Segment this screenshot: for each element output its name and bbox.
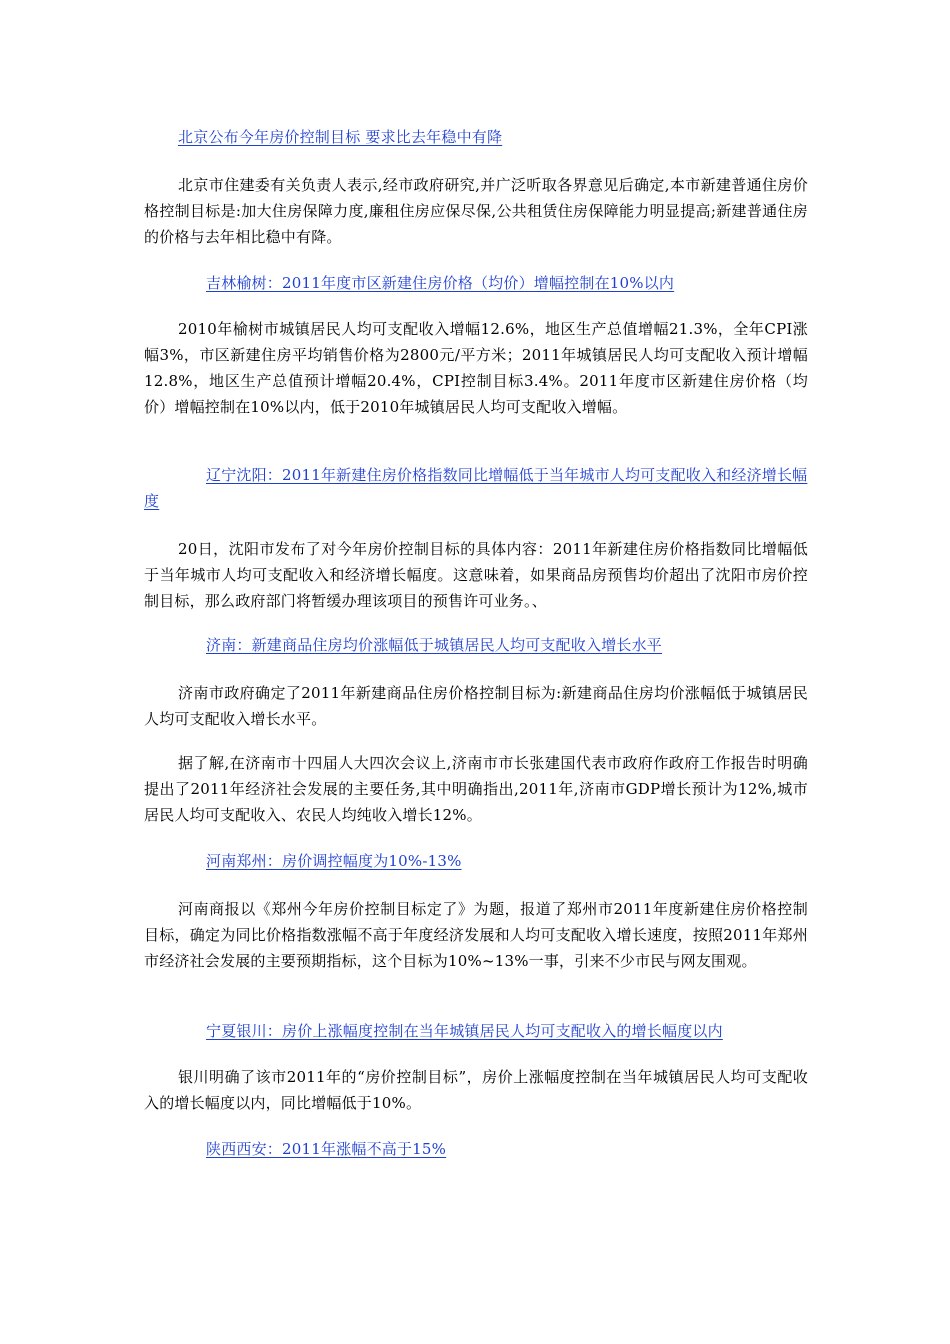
heading-beijing[interactable] bbox=[178, 124, 808, 150]
paragraph-ningxia-yinchuan: 银川明确了该市2011年的“房价控制目标”，房价上涨幅度控制在当年城镇居民人均可支配收入的增长幅度以内，同比增幅低于10%。 bbox=[144, 1068, 808, 1112]
heading-link[interactable]: 北京公布今年房价控制目标 要求比去年稳中有降 bbox=[178, 128, 503, 146]
heading-link[interactable]: 济南：新建商品住房均价涨幅低于城镇居民人均可支配收入增长水平 bbox=[206, 636, 663, 654]
heading-link[interactable]: 河南郑州：房价调控幅度为10%-13% bbox=[206, 852, 462, 870]
heading-link[interactable]: 辽宁沈阳：2011年新建住房价格指数同比增幅低于当年城市人均可支配收入和经济增长幅度 bbox=[144, 466, 808, 510]
paragraph-jinan-1: 济南市政府确定了2011年新建商品住房价格控制目标为:新建商品住房均价涨幅低于城镇居民人均可支配收入增长水平。 bbox=[144, 684, 808, 728]
heading-henan-zhengzhou[interactable] bbox=[206, 848, 808, 874]
paragraph-jinan-2: 据了解,在济南市十四届人大四次会议上,济南市市长张建国代表市政府作政府工作报告时明确提出了2011年经济社会发展的主要任务,其中明确指出,2011年,济南市GDP增长预计为12%,城市居民人均可支配收入、农民人均纯收入增长12%。 bbox=[144, 754, 808, 824]
paragraph-jilin-yushu: 2010年榆树市城镇居民人均可支配收入增幅12.6%，地区生产总值增幅21.3%，全年CPI涨幅3%，市区新建住房平均销售价格为2800元/平方米；2011年城镇居民人均可支配收入预计增幅12.8%，地区生产总值预计增幅20.4%，CPI控制目标3.4%。2011年度市区新建住房价格（均价）增幅控制在10%以内，低于2010年城镇居民人均可支配收入增幅。 bbox=[144, 320, 808, 416]
heading-jilin-yushu[interactable] bbox=[206, 270, 808, 296]
paragraph-henan-zhengzhou: 河南商报以《郑州今年房价控制目标定了》为题，报道了郑州市2011年度新建住房价格控制目标，确定为同比价格指数涨幅不高于年度经济发展和人均可支配收入增长速度，按照2011年郑州市经济社会发展的主要预期指标，这个目标为10%~13%一事，引来不少市民与网友围观。 bbox=[144, 900, 808, 970]
heading-link[interactable]: 宁夏银川：房价上涨幅度控制在当年城镇居民人均可支配收入的增长幅度以内 bbox=[206, 1022, 723, 1040]
heading-shaanxi-xian[interactable] bbox=[206, 1136, 808, 1162]
heading-link[interactable]: 陕西西安：2011年涨幅不高于15% bbox=[206, 1140, 447, 1158]
heading-jinan[interactable] bbox=[206, 632, 808, 658]
heading-link[interactable]: 吉林榆树：2011年度市区新建住房价格（均价）增幅控制在10%以内 bbox=[206, 274, 675, 292]
paragraph-liaoning-shenyang: 20日，沈阳市发布了对今年房价控制目标的具体内容：2011年新建住房价格指数同比增幅低于当年城市人均可支配收入和经济增长幅度。这意味着，如果商品房预售均价超出了沈阳市房价控制目标，那么政府部门将暂缓办理该项目的预售许可业务。、 bbox=[144, 540, 808, 610]
heading-liaoning-shenyang[interactable] bbox=[144, 462, 808, 514]
paragraph-beijing: 北京市住建委有关负责人表示,经市政府研究,并广泛听取各界意见后确定,本市新建普通住房价格控制目标是:加大住房保障力度,廉租住房应保尽保,公共租赁住房保障能力明显提高;新建普通住房的价格与去年相比稳中有降。 bbox=[144, 176, 808, 246]
heading-ningxia-yinchuan[interactable] bbox=[206, 1018, 808, 1044]
